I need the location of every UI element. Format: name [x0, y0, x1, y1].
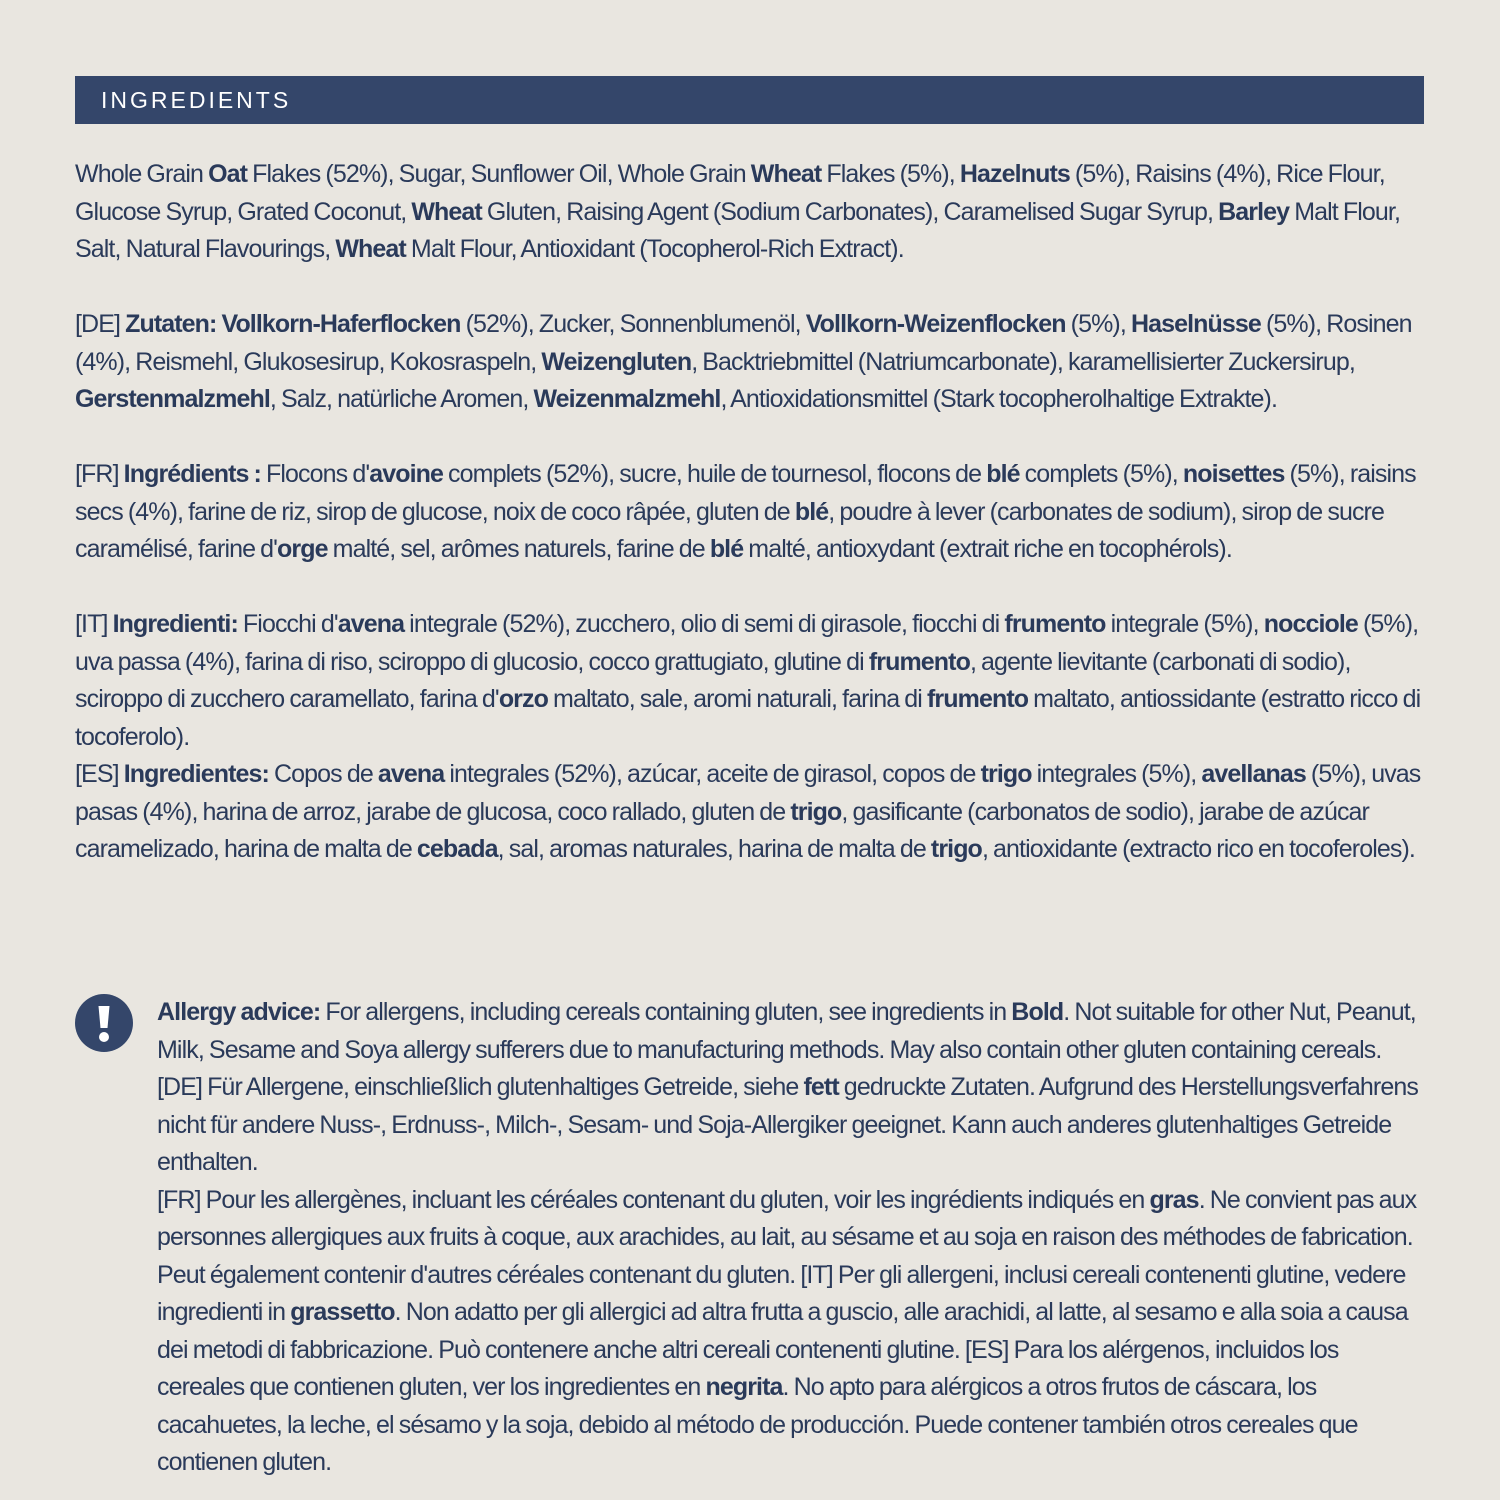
text-segment: Whole Grain	[75, 160, 209, 188]
bold-allergen-text: orzo	[498, 685, 548, 713]
bold-allergen-text: Weizengluten	[541, 347, 692, 376]
bold-allergen-text: Haselnüsse	[1130, 310, 1261, 338]
bold-allergen-text: frumento	[1004, 610, 1106, 638]
bold-allergen-text: blé	[709, 535, 744, 563]
text-segment: For allergens, including cereals containing gluten, see ingredients in	[320, 998, 1012, 1026]
bold-allergen-text: Wheat	[750, 160, 822, 188]
text-segment: (5%),	[1065, 310, 1131, 338]
text-segment: , poudre à lever (carbonates de sodium), sirop de sucre caramélisé, farine d'	[75, 497, 1384, 563]
text-segment: . Non adatto per gli allergici ad altra frutta a guscio, alle arachidi, al latte, al sesamo e alla soia a causa dei metodi di fabbricazione. Può contenere anche altri cereali contenenti glutine. [ES] Para los alérgenos, incluidos los cereales que contienen gluten, ver los ingredientes en	[157, 1298, 1408, 1401]
bold-allergen-text: Bold	[1011, 998, 1064, 1026]
text-segment: . Ne convient pas aux personnes allergiques aux fruits à coque, aux arachides, au lait, au sésame et au soja en raison des méthodes de fabrication. Peut également contenir d'autres céréales contenant du gluten. [IT] Per gli allergeni, inclusi cereali contenenti glutine, vedere ingredienti in	[157, 1185, 1417, 1326]
bold-allergen-text: blé	[986, 460, 1020, 488]
bold-allergen-text: avena	[377, 760, 445, 788]
text-segment: complets (52%), sucre, huile de tournesol, flocons de	[443, 460, 987, 488]
header-title: INGREDIENTS	[101, 86, 292, 113]
bold-allergen-text: avena	[337, 610, 405, 638]
text-segment: [DE] Für Allergene, einschließlich glutenhaltiges Getreide, siehe	[157, 1073, 804, 1101]
text-segment: malté, sel, arômes naturels, farine de	[327, 535, 710, 563]
text-segment: integrale (52%), zucchero, olio di semi di girasole, fiocchi di	[404, 610, 1005, 638]
bold-allergen-text: Ingrédients :	[123, 460, 261, 488]
text-segment: (5%), Rosinen (4%), Reismehl, Glukosesirup, Kokosraspeln,	[75, 310, 1412, 376]
text-segment: Malt Flour, Salt, Natural Flavourings,	[75, 197, 1401, 263]
bold-allergen-text: nocciole	[1263, 610, 1358, 638]
text-segment: [FR] Pour les allergènes, incluant les céréales contenant du gluten, voir les ingrédients indiqués en	[157, 1185, 1150, 1214]
bold-allergen-text: Zutaten: Vollkorn-Haferflocken	[125, 310, 461, 338]
ingredients-it	[75, 606, 1430, 756]
text-segment: , antioxidante (extracto rico en tocoferoles).	[981, 835, 1415, 863]
bold-allergen-text: Barley	[1218, 197, 1290, 226]
text-segment: gedruckte Zutaten. Aufgrund des Herstellungsverfahrens nicht für andere Nuss-, Erdnuss-, Milch-, Sesam- und Soja-Allergiker geeignet. Kann auch anderes glutenhaltiges Getreide enthalten.	[157, 1073, 1418, 1176]
text-segment: , Antioxidationsmittel (Stark tocopherolhaltige Extrakte).	[720, 385, 1278, 413]
ingredients-de	[75, 306, 1430, 419]
bold-allergen-text: Wheat	[411, 197, 482, 226]
bold-allergen-text: trigo	[930, 835, 982, 863]
bold-allergen-text: negrita	[705, 1373, 783, 1401]
bold-allergen-text: frumento	[927, 685, 1029, 713]
text-segment: Flakes (5%),	[821, 160, 960, 188]
text-segment: , sal, aromas naturales, harina de malta de	[497, 835, 931, 863]
allergy-advice	[157, 994, 1427, 1482]
exclamation-circle-icon	[75, 994, 133, 1052]
text-segment: [IT]	[75, 610, 113, 638]
bold-allergen-text: trigo	[980, 760, 1032, 788]
bold-allergen-text: frumento	[868, 647, 970, 676]
bold-allergen-text: Oat	[208, 160, 248, 188]
bold-allergen-text: trigo	[790, 797, 842, 826]
bold-allergen-text: Vollkorn-Weizenflocken	[805, 310, 1066, 338]
text-segment: Malt Flour, Antioxidant (Tocopherol-Rich Extract).	[405, 235, 904, 263]
text-segment: Copos de	[268, 760, 378, 788]
text-segment: maltato, antiossidante (estratto ricco di tocoferolo).	[75, 685, 1421, 751]
bold-allergen-text: Wheat	[335, 235, 406, 263]
text-segment: integrale (5%),	[1105, 610, 1264, 638]
text-segment: malté, antioxydant (extrait riche en tocophérols).	[743, 535, 1232, 563]
text-segment: integrales (5%),	[1031, 760, 1202, 788]
bold-allergen-text: Gerstenmalzmehl	[75, 385, 270, 413]
bold-allergen-text: fett	[803, 1073, 839, 1101]
text-segment: , gasificante (carbonatos de sodio), jarabe de azúcar caramelizado, harina de malta de	[75, 797, 1369, 863]
bold-allergen-text: Allergy advice:	[157, 998, 321, 1026]
text-segment: [FR]	[75, 460, 124, 488]
text-segment: Fiocchi d'	[237, 610, 338, 638]
text-segment: (5%), raisins secs (4%), farine de riz, sirop de glucose, noix de coco râpée, gluten de	[75, 460, 1416, 526]
text-segment: . No apto para alérgicos a otros frutos de cáscara, los cacahuetes, la leche, el sésamo y la soja, debido al método de producción. Puede contener también otros cereales que contienen gluten.	[157, 1373, 1358, 1476]
text-segment: maltato, sale, aromi naturali, farina di	[547, 685, 927, 713]
text-segment: [DE]	[75, 310, 126, 338]
bold-allergen-text: Hazelnuts	[959, 160, 1070, 188]
bold-allergen-text: blé	[794, 497, 829, 526]
text-segment: integrales (52%), azúcar, aceite de girasol, copos de	[444, 760, 981, 788]
ingredients-es	[75, 756, 1430, 869]
text-segment: Gluten, Raising Agent (Sodium Carbonates), Caramelised Sugar Syrup,	[481, 197, 1219, 226]
text-segment: Flocons d'	[260, 460, 370, 488]
header-bar	[75, 76, 1424, 124]
text-segment: (5%), uva passa (4%), farina di riso, sciroppo di glucosio, cocco grattugiato, glutine di	[75, 610, 1419, 676]
bold-allergen-text: orge	[277, 535, 328, 563]
bold-allergen-text: Ingredientes:	[123, 760, 269, 788]
bold-allergen-text: gras	[1149, 1185, 1199, 1214]
bold-allergen-text: cebada	[416, 835, 498, 863]
text-segment: , Salz, natürliche Aromen,	[269, 385, 534, 413]
bold-allergen-text: noisettes	[1182, 460, 1285, 488]
text-segment: [ES]	[75, 760, 124, 788]
text-segment: , Backtriebmittel (Natriumcarbonate), karamellisierter Zuckersirup,	[691, 347, 1355, 376]
text-segment: complets (5%),	[1019, 460, 1183, 488]
bold-allergen-text: avellanas	[1201, 760, 1306, 788]
text-segment: . Not suitable for other Nut, Peanut, Milk, Sesame and Soya allergy sufferers due to manufacturing methods. May also contain other gluten containing cereals.	[157, 998, 1416, 1064]
ingredients-en	[75, 156, 1430, 269]
text-segment: (5%), Raisins (4%), Rice Flour, Glucose Syrup, Grated Coconut,	[75, 160, 1385, 226]
bold-allergen-text: Ingredienti:	[112, 610, 238, 638]
bold-allergen-text: grassetto	[290, 1298, 395, 1326]
text-segment: (52%), Zucker, Sonnenblumenöl,	[460, 310, 806, 338]
bold-allergen-text: Weizenmalzmehl	[533, 385, 721, 413]
text-segment: Flakes (52%), Sugar, Sunflower Oil, Whole Grain	[247, 160, 751, 188]
text-segment: (5%), uvas pasas (4%), harina de arroz, jarabe de glucosa, coco rallado, gluten de	[75, 760, 1421, 826]
text-segment: , agente lievitante (carbonati di sodio), sciroppo di zucchero caramellato, farina d'	[75, 647, 1351, 713]
bold-allergen-text: avoine	[369, 460, 444, 488]
ingredients-fr	[75, 456, 1430, 569]
